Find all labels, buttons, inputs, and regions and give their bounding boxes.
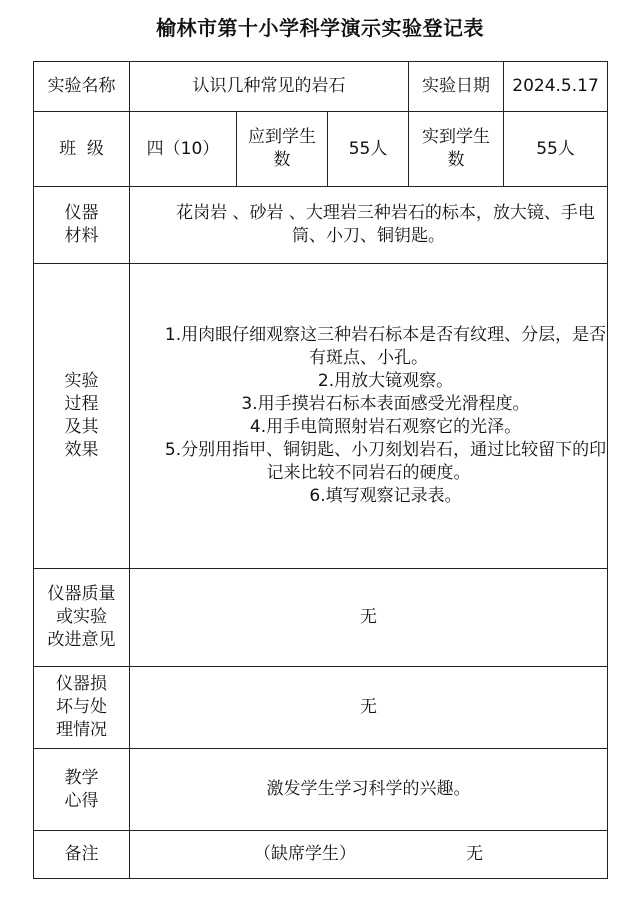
experiment-date-value: 2024.5.17: [504, 62, 608, 112]
row-materials: [34, 187, 608, 264]
materials-label-line-2: 材料: [64, 226, 99, 246]
process-label-line: 及其: [64, 417, 99, 437]
expected-students-label-line-1: 应到学生: [248, 127, 316, 148]
damage-label: [34, 667, 130, 749]
absent-students-label: （缺席学生）: [254, 844, 356, 865]
reflection-value: 激发学生学习科学的兴趣。: [130, 749, 608, 831]
row-experiment-name: [34, 62, 608, 112]
notes-cell: [130, 831, 608, 879]
quality-label-line: 仪器质量: [47, 584, 116, 605]
row-process: [34, 264, 608, 569]
quality-label-line: 改进意见: [47, 629, 116, 650]
process-step: 5.分别用指甲、铜钥匙、小刀刻划岩石，通过比较留下的印记来比较不同岩石的硬度。: [164, 439, 607, 483]
process-label-line: 效果: [64, 439, 99, 460]
actual-students-value: 55人: [504, 112, 608, 187]
reflection-label-line: 心得: [64, 790, 99, 811]
process-step: 2.用放大镜观察。: [317, 371, 454, 392]
experiment-date-label: 实验日期: [409, 62, 504, 112]
quality-label: [34, 569, 130, 667]
class-label: 班 级: [34, 112, 130, 187]
damage-label-line: 理情况: [56, 719, 107, 740]
materials-text: 花岗岩 、砂岩 、大理岩三种岩石的标本，放大镜、手电筒、小刀、铜钥匙。: [176, 203, 595, 246]
materials-label: [34, 187, 130, 264]
damage-label-line: 坏与处: [56, 697, 107, 718]
process-label-line: 实验: [64, 371, 99, 392]
process-label: [34, 264, 130, 569]
expected-students-label-line-2: 数: [273, 150, 291, 170]
row-reflection: [34, 749, 608, 831]
reflection-label: [34, 749, 130, 831]
row-damage: [34, 667, 608, 749]
expected-students-label: [237, 112, 328, 187]
page-title: 榆林市第十小学科学演示实验登记表: [156, 16, 484, 40]
process-step: 6.填写观察记录表。: [309, 485, 462, 506]
quality-value: 无: [130, 569, 608, 667]
process-step: 3.用手摸岩石标本表面感受光滑程度。: [241, 394, 530, 415]
quality-label-line: 或实验: [56, 607, 107, 628]
actual-students-label: [409, 112, 504, 187]
process-label-line: 过程: [64, 394, 99, 415]
damage-value: 无: [130, 667, 608, 749]
materials-text-cell: [130, 187, 608, 264]
materials-label-line-1: 仪器: [64, 203, 99, 224]
row-class: [34, 112, 608, 187]
row-notes: [34, 831, 608, 879]
actual-students-label-line-2: 数: [447, 150, 465, 170]
process-step: 1.用肉眼仔细观察这三种岩石标本是否有纹理、分层，是否有斑点、小孔。: [164, 325, 607, 369]
experiment-name-value: 认识几种常见的岩石: [130, 62, 409, 112]
row-quality: [34, 569, 608, 667]
class-value: 四（10）: [130, 112, 237, 187]
absent-students-value: 无: [466, 844, 483, 865]
process-step: 4.用手电筒照射岩石观察它的光泽。: [249, 417, 522, 437]
experiment-name-label: 实验名称: [34, 62, 130, 112]
reflection-label-line: 教学: [64, 767, 99, 788]
actual-students-label-line-1: 实到学生: [422, 127, 491, 148]
registration-form-table: [33, 61, 608, 879]
damage-label-line: 仪器损: [56, 674, 107, 695]
process-steps-cell: [130, 264, 608, 569]
notes-label: 备注: [34, 831, 130, 879]
expected-students-value: 55人: [328, 112, 409, 187]
